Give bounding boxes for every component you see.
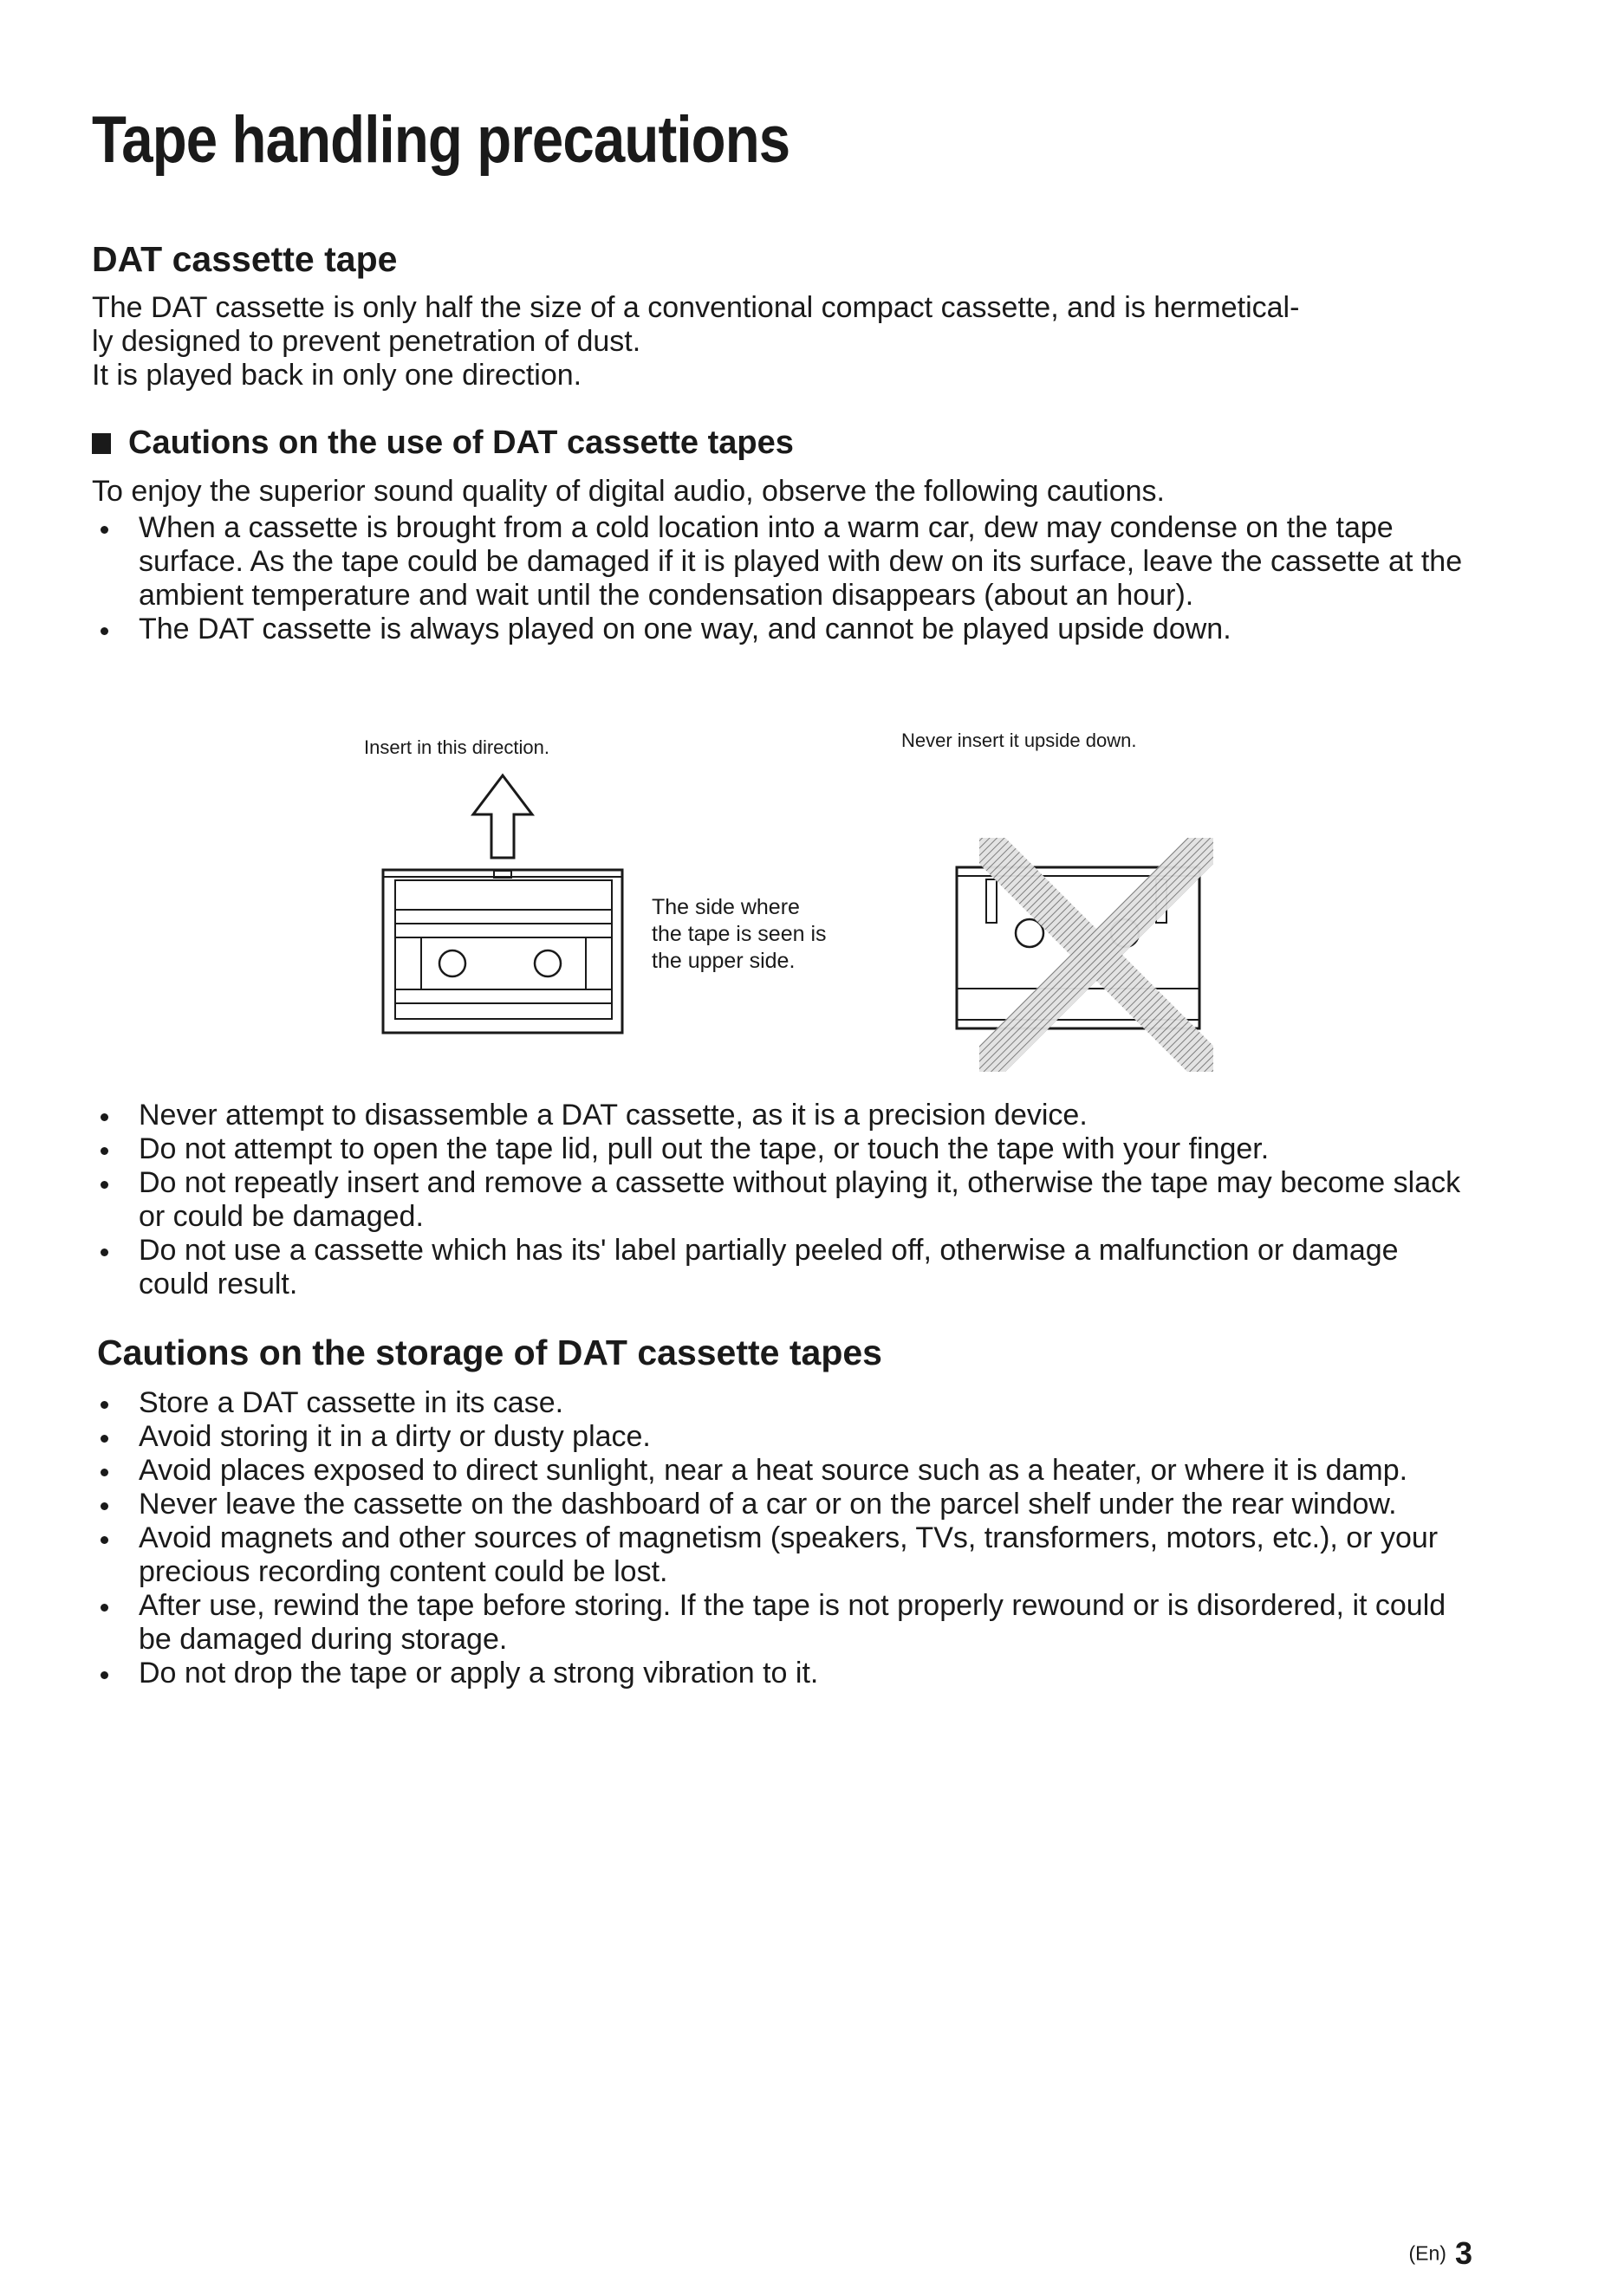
figure-side-note xyxy=(652,894,827,975)
page-title: Tape handling precautions xyxy=(92,103,790,177)
figure-caption-never-upside-down: Never insert it upside down. xyxy=(901,730,1137,751)
list-item: Do not use a cassette which has its' label partially peeled off, otherwise a malfunction or damage could result. xyxy=(92,1234,1470,1301)
square-bullet-icon xyxy=(92,433,111,454)
list-item: Do not attempt to open the tape lid, pull out the tape, or touch the tape with your finger. xyxy=(92,1132,1470,1166)
use-cautions-intro: To enjoy the superior sound quality of digital audio, observe the following cautions. xyxy=(92,475,1165,508)
paragraph-line: It is played back in only one direction. xyxy=(92,359,582,392)
use-cautions-list xyxy=(92,511,1470,646)
cassette-illustration xyxy=(383,870,622,1033)
section-heading-text: Cautions on the use of DAT cassette tapes xyxy=(128,425,794,461)
insert-direction-illustration xyxy=(347,762,633,1048)
list-item: Never attempt to disassemble a DAT cassette, as it is a precision device. xyxy=(92,1099,1470,1132)
upside-down-prohibited-illustration xyxy=(927,819,1231,1079)
list-item: The DAT cassette is always played on one way, and cannot be played upside down. xyxy=(92,613,1470,646)
page-footer xyxy=(1409,2235,1472,2272)
section-heading-storage-cautions: Cautions on the storage of DAT cassette tapes xyxy=(97,1333,882,1372)
section-heading-dat-cassette-tape: DAT cassette tape xyxy=(92,239,398,279)
list-item: Do not repeatly insert and remove a cassette without playing it, otherwise the tape may become slack or could be damaged. xyxy=(92,1166,1470,1234)
list-item: When a cassette is brought from a cold location into a warm car, dew may condense on the tape surface. As the tape could be damaged if it is played with dew on its surface, leave the cassette at the ambient temperature and wait until the condensation disappears (about an hour). xyxy=(92,511,1470,613)
side-note-line: the upper side. xyxy=(652,949,796,973)
paragraph-line: The DAT cassette is only half the size of a conventional compact cassette, and is hermetical- xyxy=(92,291,1300,324)
list-item: Store a DAT cassette in its case. xyxy=(92,1386,1470,1420)
handling-cautions-list xyxy=(92,1099,1470,1301)
list-item: After use, rewind the tape before storing. If the tape is not properly rewound or is disordered, it could be damaged during storage. xyxy=(92,1589,1470,1657)
list-item: Do not drop the tape or apply a strong vibration to it. xyxy=(92,1657,1470,1690)
section-heading-use-cautions xyxy=(92,425,794,462)
storage-cautions-list xyxy=(92,1386,1470,1690)
paragraph-line: ly designed to prevent penetration of dust. xyxy=(92,325,641,358)
side-note-line: The side where xyxy=(652,895,800,919)
section-intro-paragraph xyxy=(92,291,1530,392)
list-item: Avoid storing it in a dirty or dusty place. xyxy=(92,1420,1470,1454)
list-item: Avoid magnets and other sources of magnetism (speakers, TVs, transformers, motors, etc.), or your precious recording content could be lost. xyxy=(92,1521,1470,1589)
side-note-line: the tape is seen is xyxy=(652,922,827,946)
figure-caption-insert-direction: Insert in this direction. xyxy=(364,736,549,758)
list-item: Never leave the cassette on the dashboard of a car or on the parcel shelf under the rear window. xyxy=(92,1488,1470,1521)
page-number: 3 xyxy=(1454,2235,1472,2271)
language-code: (En) xyxy=(1408,2241,1446,2265)
up-arrow-icon xyxy=(473,775,532,858)
list-item: Avoid places exposed to direct sunlight, near a heat source such as a heater, or where it is damp. xyxy=(92,1454,1470,1488)
